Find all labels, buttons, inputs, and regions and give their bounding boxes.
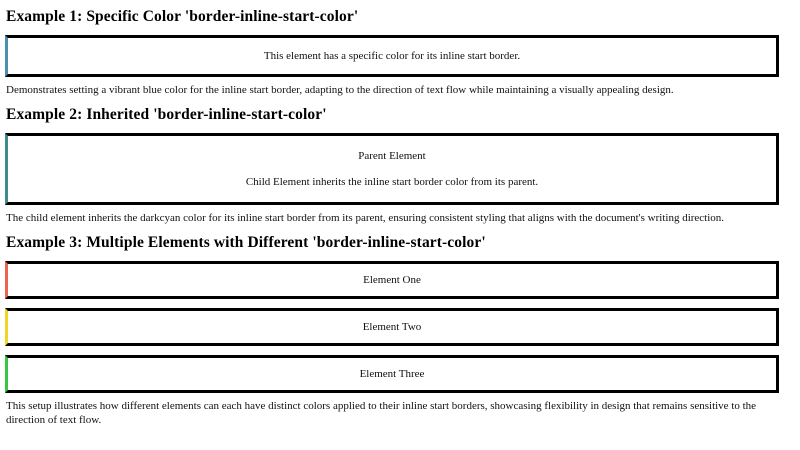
example-1-box-text: This element has a specific color for its inline start border. — [263, 49, 521, 62]
example-3-element-one-label: Element One — [363, 273, 421, 286]
example-2-heading: Example 2: Inherited 'border-inline-start-color' — [6, 106, 327, 124]
example-1-description: Demonstrates setting a vibrant blue color for the inline start border, adapting to the direction of text flow while maintaining a visually appealing design. — [6, 83, 674, 96]
example-3-box-group — [3, 261, 790, 393]
example-1-demo-box — [5, 35, 779, 77]
example-2-section — [3, 106, 790, 225]
example-1-heading: Example 1: Specific Color 'border-inline-start-color' — [6, 8, 359, 25]
example-3-section — [3, 234, 790, 427]
example-2-parent-text: Parent Element — [358, 149, 426, 162]
example-1-section — [3, 8, 790, 97]
example-3-element-two-box — [5, 308, 779, 346]
example-3-element-three-box — [5, 355, 779, 393]
example-3-element-one-box — [5, 261, 779, 299]
example-3-element-three-label: Element Three — [359, 367, 425, 380]
example-2-description: The child element inherits the darkcyan color for its inline start border from its parent, ensuring consistent styling that aligns with the document's writing direction. — [6, 211, 725, 224]
example-3-description: This setup illustrates how different elements can each have distinct colors applied to their inline start borders, showcasing flexibility in design that remains sensitive to the direction of text flow. — [6, 400, 757, 427]
example-2-parent-box — [5, 133, 779, 205]
example-2-child-text: Child Element inherits the inline start border color from its parent. — [245, 175, 539, 188]
example-3-element-two-label: Element Two — [362, 320, 422, 333]
example-3-heading: Example 3: Multiple Elements with Different 'border-inline-start-color' — [6, 234, 486, 252]
